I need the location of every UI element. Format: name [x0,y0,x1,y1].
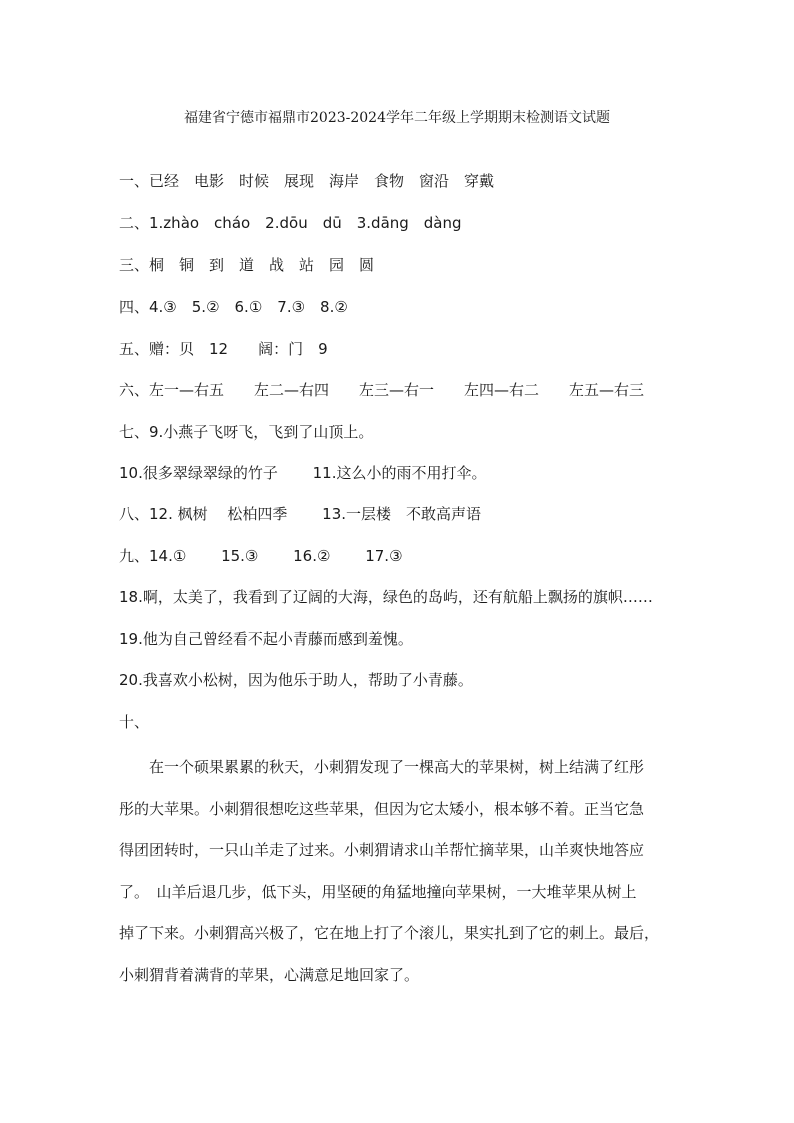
answer-section-4: 四、4.③ 5.② 6.① 7.③ 8.② [119,298,348,316]
answer-section-9: 九、14.① 15.③ 16.② 17.③ [119,547,403,565]
answer-section-2: 二、1.zhào cháo 2.dōu dū 3.dāng dàng [119,214,462,232]
answer-section-7: 七、9.小燕子飞呀飞，飞到了山顶上。 [119,423,374,441]
essay-line: 了。 山羊后退几步，低下头，用坚硬的角猛地撞向苹果树，一大堆苹果从树上 [119,882,637,901]
answer-line-19: 19.他为自己曾经看不起小青藤而感到羞愧。 [119,630,413,648]
answer-section-10: 十、 [119,713,150,731]
essay-line: 在一个硕果累累的秋天，小刺猬发现了一棵高大的苹果树，树上结满了红彤 [119,758,645,776]
essay-paragraph [119,747,681,997]
essay-line: 得团团转时，一只山羊走了过来。小刺猬请求山羊帮忙摘苹果，山羊爽快地答应 [119,841,645,860]
answer-section-8: 八、12. 枫树 松柏四季 13.一层楼 不敢高声语 [119,505,482,523]
essay-line: 小刺猬背着满背的苹果，心满意足地回家了。 [119,965,420,984]
answer-line-10-11: 10.很多翠绿翠绿的竹子 11.这么小的雨不用打伞。 [119,464,487,482]
answer-line-20: 20.我喜欢小松树，因为他乐于助人，帮助了小青藤。 [119,671,473,689]
essay-line: 彤的大苹果。小刺猬很想吃这些苹果，但因为它太矮小，根本够不着。正当它急 [119,799,645,818]
answer-section-5: 五、赠：贝 12 阔：门 9 [119,340,328,358]
answer-section-3: 三、桐 铜 到 道 战 站 园 圆 [119,256,375,274]
answer-section-1: 一、已经 电影 时候 展现 海岸 食物 窗沿 穿戴 [119,172,495,190]
document-title: 福建省宁德市福鼎市2023-2024学年二年级上学期期末检测语文试题 [184,110,610,126]
essay-line: 掉了下来。小刺猬高兴极了，它在地上打了个滚儿，果实扎到了它的刺上。最后， [119,924,660,943]
answer-line-18: 18.啊，太美了，我看到了辽阔的大海，绿色的岛屿，还有航船上飘扬的旗帜…… [119,588,653,606]
answer-section-6: 六、左一—右五 左二—右四 左三—右一 左四—右二 左五—右三 [119,381,645,399]
